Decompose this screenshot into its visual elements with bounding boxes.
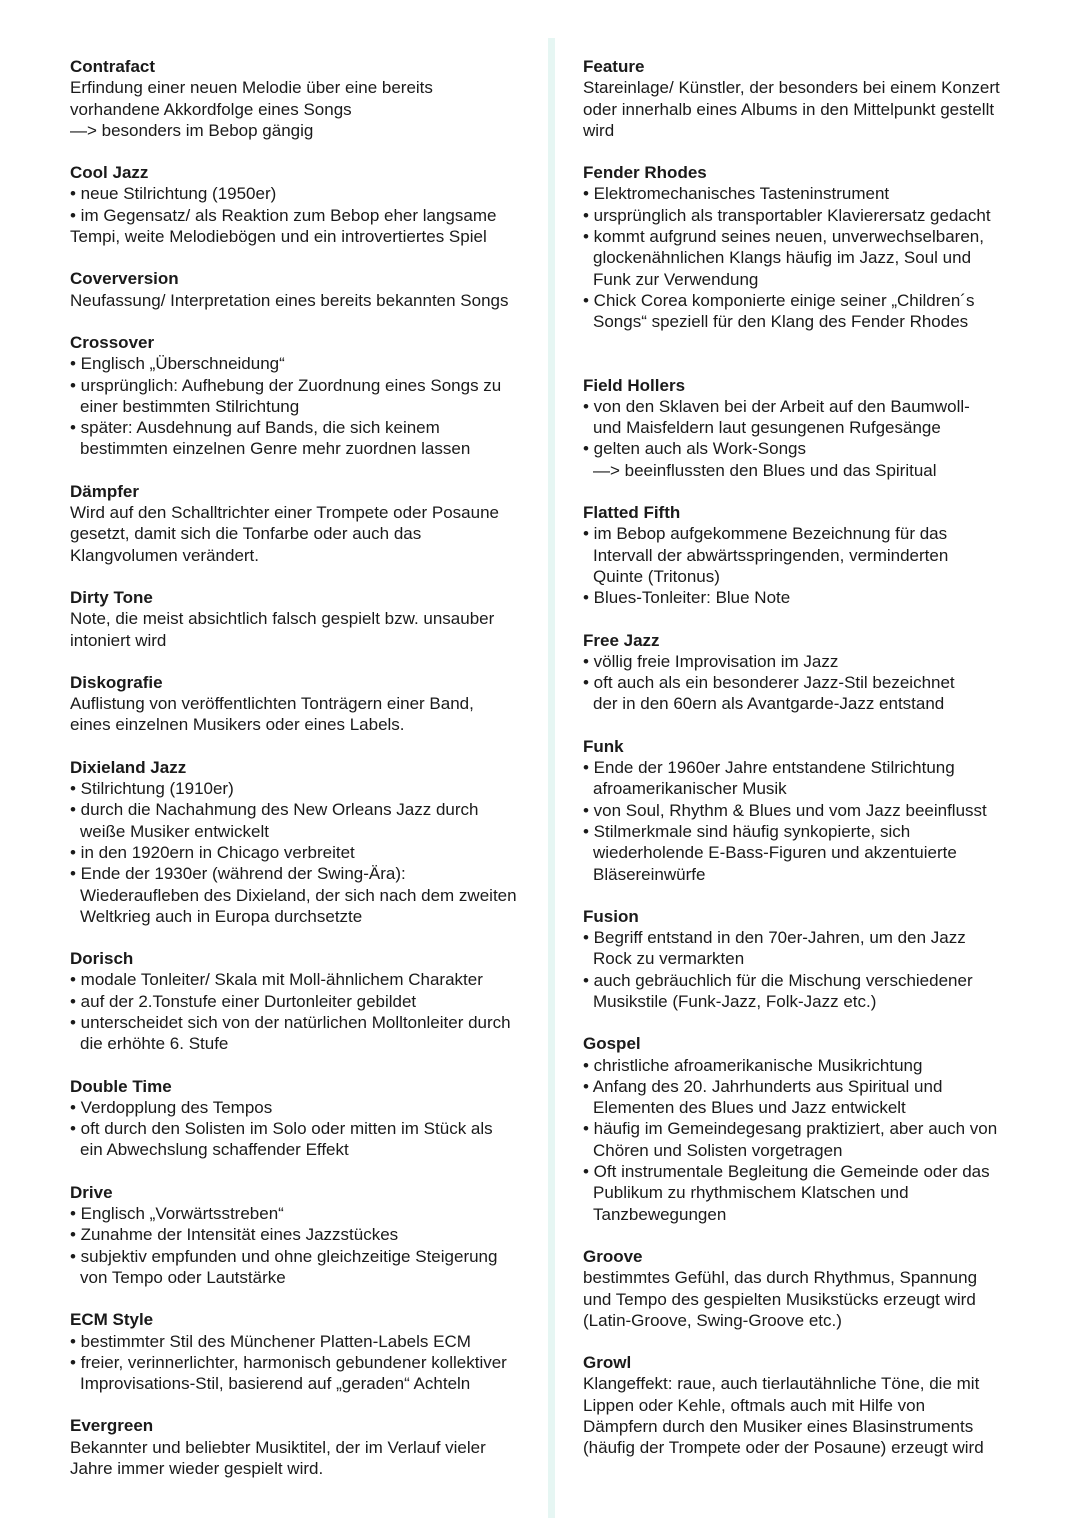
definition-line: Note, die meist absichtlich falsch gespielt bzw. unsauber xyxy=(70,609,495,629)
glossary-term: Fender Rhodes xyxy=(583,163,707,183)
definition-line: bestimmten einzelnen Genre mehr zuordnen lassen xyxy=(80,439,471,459)
bullet-point: • Oft instrumentale Begleitung die Gemeinde oder das xyxy=(583,1162,990,1182)
definition-line: —> beeinflussten den Blues und das Spiritual xyxy=(593,460,937,480)
glossary-term: Diskografie xyxy=(70,672,163,692)
bullet-point: • in den 1920ern in Chicago verbreitet xyxy=(70,842,355,862)
definition-line: Jahre immer wieder gespielt wird. xyxy=(70,1459,324,1479)
definition-line: Musikstile (Funk-Jazz, Folk-Jazz etc.) xyxy=(593,991,877,1011)
bullet-point: • Zunahme der Intensität eines Jazzstückes xyxy=(70,1225,399,1245)
glossary-entry xyxy=(70,56,546,141)
glossary-term: Field Hollers xyxy=(583,375,686,395)
definition-line: Improvisations-Stil, basierend auf „geraden“ Achteln xyxy=(80,1374,471,1394)
glossary-column-left xyxy=(70,56,546,1479)
glossary-entry xyxy=(70,332,546,460)
definition-line: wiederholende E-Bass-Figuren und akzentuierte xyxy=(593,843,957,863)
definition-line: Intervall der abwärtsspringenden, verminderten xyxy=(593,545,949,565)
definition-line: Dämpfern durch den Musiker eines Blasinstruments xyxy=(583,1417,974,1437)
definition-line: Quinte (Tritonus) xyxy=(593,566,720,586)
glossary-entry xyxy=(70,1182,546,1288)
definition-line: gesetzt, damit sich die Tonfarbe oder auch das xyxy=(70,524,422,544)
bullet-point: • Stilrichtung (1910er) xyxy=(70,779,234,799)
glossary-entry xyxy=(583,1352,1053,1458)
bullet-point: • Verdopplung des Tempos xyxy=(70,1097,273,1117)
glossary-term: Dirty Tone xyxy=(70,587,153,607)
glossary-term: Double Time xyxy=(70,1076,172,1096)
bullet-point: • oft auch als ein besonderer Jazz-Stil bezeichnet xyxy=(583,673,955,693)
definition-line: Publikum zu rhythmischem Klatschen und xyxy=(593,1183,909,1203)
definition-line: bestimmtes Gefühl, das durch Rhythmus, Spannung xyxy=(583,1268,978,1288)
definition-line: Tanzbewegungen xyxy=(593,1204,727,1224)
definition-line: Rock zu vermarkten xyxy=(593,949,745,969)
definition-line: • im Gegensatz/ als Reaktion zum Bebop eher langsame xyxy=(70,205,497,225)
glossary-entry xyxy=(583,375,1053,481)
definition-line: wird xyxy=(583,120,615,140)
bullet-point: • Blues-Tonleiter: Blue Note xyxy=(583,588,791,608)
bullet-point: • Chick Corea komponierte einige seiner „Children´s xyxy=(583,290,975,310)
bullet-point: • freier, verinnerlichter, harmonisch gebundener kollektiver xyxy=(70,1352,507,1372)
glossary-entry xyxy=(70,162,546,247)
definition-line: —> besonders im Bebop gängig xyxy=(70,120,314,140)
bullet-point: • häufig im Gemeindegesang praktiziert, aber auch von xyxy=(583,1119,998,1139)
glossary-entry xyxy=(583,906,1053,1012)
glossary-entry xyxy=(70,587,546,651)
definition-line: und Tempo des gespielten Musikstücks erzeugt wird xyxy=(583,1289,976,1309)
bullet-point: • oft durch den Solisten im Solo oder mitten im Stück als xyxy=(70,1119,493,1139)
definition-line: Tempi, weite Melodiebögen und ein introvertiertes Spiel xyxy=(70,227,487,247)
bullet-point: • modale Tonleiter/ Skala mit Moll-ähnlichem Charakter xyxy=(70,970,483,990)
bullet-point: • Ende der 1960er Jahre entstandene Stilrichtung xyxy=(583,758,955,778)
definition-line: der in den 60ern als Avantgarde-Jazz entstand xyxy=(593,694,945,714)
glossary-entry xyxy=(70,268,546,311)
definition-line: Wird auf den Schalltrichter einer Trompete oder Posaune xyxy=(70,503,500,523)
bullet-point: • später: Ausdehnung auf Bands, die sich keinem xyxy=(70,418,440,438)
definition-line: eines einzelnen Musikers oder eines Labels. xyxy=(70,715,405,735)
glossary-entry xyxy=(70,1309,546,1394)
glossary-term: Flatted Fifth xyxy=(583,503,681,523)
definition-line: die erhöhte 6. Stufe xyxy=(80,1034,229,1054)
bullet-point: • völlig freie Improvisation im Jazz xyxy=(583,651,839,671)
definition-line: afroamerikanischer Musik xyxy=(593,779,787,799)
bullet-point: • im Bebop aufgekommene Bezeichnung für das xyxy=(583,524,948,544)
definition-line: Chören und Solisten vorgetragen xyxy=(593,1140,843,1160)
glossary-term: Dorisch xyxy=(70,949,134,969)
bullet-point: • Englisch „Überschneidung“ xyxy=(70,354,285,374)
glossary-entry xyxy=(583,162,1053,332)
bullet-point: • Anfang des 20. Jahrhunderts aus Spiritual und xyxy=(583,1076,943,1096)
glossary-term: Coverversion xyxy=(70,269,179,289)
definition-line: Klangeffekt: raue, auch tierlautähnliche Töne, die mit xyxy=(583,1374,980,1394)
glossary-entry xyxy=(70,1415,546,1479)
bullet-point: • Begriff entstand in den 70er-Jahren, um den Jazz xyxy=(583,928,966,948)
glossary-term: Funk xyxy=(583,736,624,756)
glossary-term: Feature xyxy=(583,57,645,76)
definition-line: Bekannter und beliebter Musiktitel, der im Verlauf vieler xyxy=(70,1437,486,1457)
definition-line: (Latin-Groove, Swing-Groove etc.) xyxy=(583,1310,842,1330)
glossary-term: Dämpfer xyxy=(70,481,139,501)
definition-line: oder innerhalb eines Albums in den Mittelpunkt gestellt xyxy=(583,99,995,119)
glossary-term: Evergreen xyxy=(70,1416,154,1436)
glossary-term: Drive xyxy=(70,1182,113,1202)
definition-line: Auflistung von veröffentlichten Tonträgern einer Band, xyxy=(70,694,474,714)
bullet-point: • Englisch „Vorwärtsstreben“ xyxy=(70,1204,284,1224)
bullet-point: • Ende der 1930er (während der Swing-Ära): xyxy=(70,864,406,884)
definition-line: Wiederaufleben des Dixieland, der sich nach dem zweiten xyxy=(80,885,517,905)
definition-line: vorhandene Akkordfolge eines Songs xyxy=(70,99,352,119)
definition-line: weiße Musiker entwickelt xyxy=(80,821,269,841)
bullet-point: • ursprünglich als transportabler Klavierersatz gedacht xyxy=(583,205,991,225)
bullet-point: • unterscheidet sich von der natürlichen Molltonleiter durch xyxy=(70,1012,511,1032)
glossary-term: Dixieland Jazz xyxy=(70,757,187,777)
bullet-point: • Stilmerkmale sind häufig synkopierte, sich xyxy=(583,821,911,841)
bullet-point: • christliche afroamerikanische Musikrichtung xyxy=(583,1055,923,1075)
glossary-term: Groove xyxy=(583,1246,643,1266)
bullet-point: • auch gebräuchlich für die Mischung verschiedener xyxy=(583,970,973,990)
bullet-point: • von den Sklaven bei der Arbeit auf den Baumwoll- xyxy=(583,396,970,416)
definition-line: Songs“ speziell für den Klang des Fender Rhodes xyxy=(593,312,969,332)
glossary-entry xyxy=(583,1246,1053,1331)
bullet-point: • gelten auch als Work-Songs xyxy=(583,439,806,459)
definition-line: glockenähnlichen Klangs häufig im Jazz, Soul und xyxy=(593,248,972,268)
definition-line: Funk zur Verwendung xyxy=(593,269,759,289)
bullet-point: • von Soul, Rhythm & Blues und vom Jazz beeinflusst xyxy=(583,800,987,820)
glossary-term: Gospel xyxy=(583,1034,641,1054)
definition-line: Bläsereinwürfe xyxy=(593,864,706,884)
glossary-entry xyxy=(70,672,546,736)
bullet-point: • bestimmter Stil des Münchener Platten-Labels ECM xyxy=(70,1331,471,1351)
definition-line: ein Abwechslung schaffender Effekt xyxy=(80,1140,349,1160)
definition-line: einer bestimmten Stilrichtung xyxy=(80,396,300,416)
bullet-point: • ursprünglich: Aufhebung der Zuordnung eines Songs zu xyxy=(70,375,502,395)
definition-line: (häufig der Trompete oder der Posaune) erzeugt wird xyxy=(583,1438,984,1458)
glossary-entry xyxy=(583,56,1053,141)
definition-line: Erfindung einer neuen Melodie über eine bereits xyxy=(70,78,433,98)
glossary-entry xyxy=(583,736,1053,885)
definition-line: Neufassung/ Interpretation eines bereits bekannten Songs xyxy=(70,290,509,310)
definition-line: • neue Stilrichtung (1950er) xyxy=(70,184,277,204)
glossary-entry xyxy=(583,630,1053,715)
glossary-term: Fusion xyxy=(583,906,639,926)
glossary-term: Growl xyxy=(583,1353,632,1373)
glossary-term: Cool Jazz xyxy=(70,163,149,183)
bullet-point: • auf der 2.Tonstufe einer Durtonleiter gebildet xyxy=(70,991,417,1011)
glossary-term: Crossover xyxy=(70,332,155,352)
bullet-point: • Elektromechanisches Tasteninstrument xyxy=(583,184,890,204)
definition-line: Klangvolumen verändert. xyxy=(70,545,260,565)
definition-line: und Maisfeldern laut gesungenen Rufgesänge xyxy=(593,418,941,438)
bullet-point: • kommt aufgrund seines neuen, unverwechselbaren, xyxy=(583,227,984,247)
bullet-point: • durch die Nachahmung des New Orleans Jazz durch xyxy=(70,800,479,820)
glossary-term: Contrafact xyxy=(70,57,156,76)
definition-line: Weltkrieg auch in Europa durchsetzte xyxy=(80,906,363,926)
bullet-point: • subjektiv empfunden und ohne gleichzeitige Steigerung xyxy=(70,1246,498,1266)
glossary-entry xyxy=(70,1076,546,1161)
definition-line: intoniert wird xyxy=(70,630,167,650)
glossary-entry xyxy=(583,502,1053,608)
glossary-column-right xyxy=(583,56,1053,1459)
glossary-term: Free Jazz xyxy=(583,630,660,650)
glossary-entry xyxy=(70,757,546,927)
definition-line: von Tempo oder Lautstärke xyxy=(80,1267,286,1287)
glossary-entry xyxy=(583,1033,1053,1225)
definition-line: Lippen oder Kehle, oftmals auch mit Hilfe von xyxy=(583,1395,926,1415)
glossary-entry xyxy=(70,481,546,566)
column-divider xyxy=(548,38,555,1518)
glossary-term: ECM Style xyxy=(70,1310,154,1330)
definition-line: Elementen des Blues und Jazz entwickelt xyxy=(593,1098,906,1118)
glossary-entry xyxy=(70,948,546,1054)
definition-line: Stareinlage/ Künstler, der besonders bei einem Konzert xyxy=(583,78,1000,98)
